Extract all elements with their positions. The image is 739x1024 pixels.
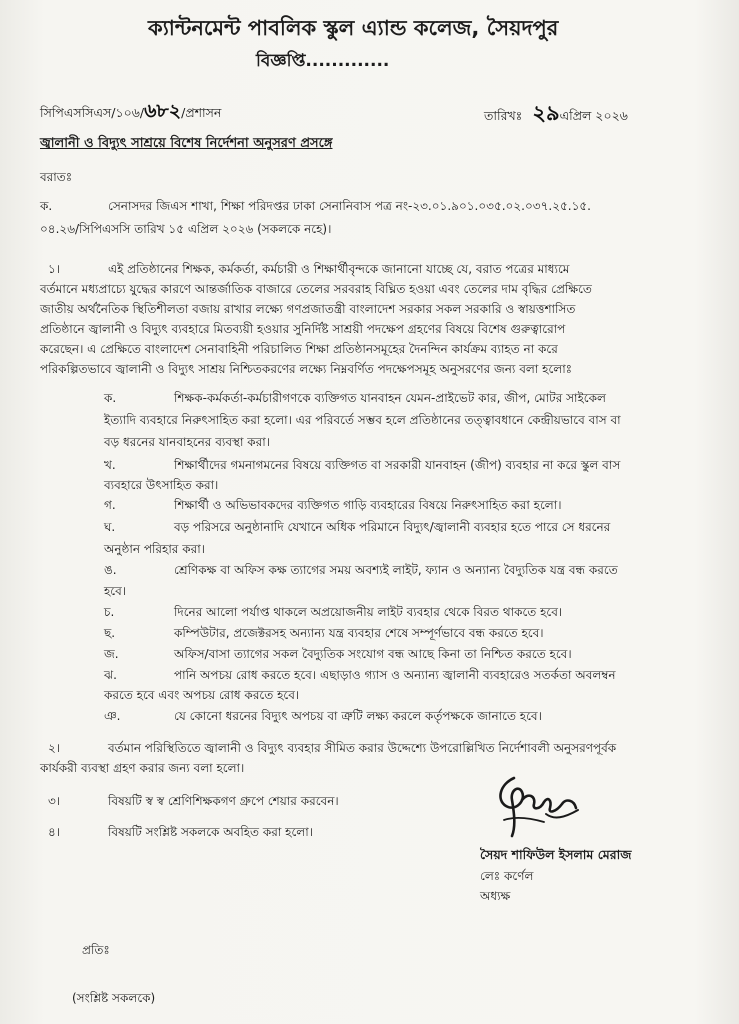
- reference-item-label: ক.: [40, 199, 53, 213]
- item-label: খ.: [104, 458, 116, 472]
- item-line: অনুষ্ঠান পরিহার করা।: [104, 542, 205, 556]
- subject-line: জ্বালানী ও বিদ্যুৎ সাশ্রয়ে বিশেষ নির্দেশনা অনুসরণ প্রসঙ্গে: [40, 136, 333, 151]
- item-label: জ.: [104, 647, 119, 661]
- notice-title: বিজ্ঞপ্তি.............: [256, 51, 390, 71]
- para2-line: বর্তমান পরিস্থিতিতে জ্বালানী ও বিদ্যুৎ ব্যবহার সীমিত করার উদ্দেশ্যে উপরোল্লিখিত নির্দেশাবলী অনুসরণপূর্বক: [108, 741, 617, 755]
- date-label: তারিখঃ: [484, 108, 523, 123]
- memo-suffix: /প্রশাসন: [181, 105, 222, 120]
- item-line: শিক্ষার্থীদের গমনাগমনের বিষয়ে ব্যক্তিগত বা সরকারী যানবাহন (জীপ) ব্যবহার না করে স্কুল বাস: [174, 458, 621, 472]
- signatory-name: সৈয়দ শাফিউল ইসলাম মেরাজ: [480, 847, 632, 862]
- item-label: ঞ.: [104, 709, 121, 723]
- para4-number: ৪।: [48, 825, 61, 839]
- reference-label: বরাতঃ: [40, 170, 73, 184]
- item-label: ঙ.: [104, 563, 117, 577]
- item-line: শিক্ষক-কর্মকর্তা-কর্মচারীগণকে ব্যক্তিগত যানবাহন যেমন-প্রাইভেট কার, জীপ, মোটর সাইকেল: [174, 391, 606, 405]
- distribution-label: প্রতিঃ: [82, 943, 110, 957]
- item-line: বড় পরিসরে অনুষ্ঠানাদি যেখানে অধিক পরিমানে বিদ্যুৎ/জ্বালানী ব্যবহার হতে পারে সে ধরনের: [174, 520, 611, 534]
- para1-line: প্রতিষ্ঠানে জ্বালানী ও বিদ্যুৎ ব্যবহারে মিতব্যয়ী হওয়ার সুনির্দিষ্ট সাশ্রয়ী পদক্ষেপ গ্রহণের বিষয়ে বিশেষ গুরুত্বারোপ: [40, 322, 566, 336]
- para2-line: কার্যকরী ব্যবস্থা গ্রহণ করার জন্য বলা হলো।: [40, 761, 245, 775]
- para1-line: পরিকল্পিতভাবে জ্বালানী ও বিদ্যুৎ সাশ্রয় নিশ্চিতকরণের লক্ষ্যে নিম্নবর্ণিত পদক্ষেপসমূহ অনুসরণের জন্য বলা হলোঃ: [40, 362, 573, 376]
- para3-text: বিষয়টি স্ব স্ব শ্রেণিশিক্ষকগণ গ্রুপে শেয়ার করবেন।: [108, 794, 339, 808]
- institution-name: ক্যান্টনমেন্ট পাবলিক স্কুল এ্যান্ড কলেজ, সৈয়দপুর: [148, 16, 559, 40]
- para1-line: করেছেন। এ প্রেক্ষিতে বাংলাদেশ সেনাবাহিনী পরিচালিত শিক্ষা প্রতিষ্ঠানসমূহের দৈনন্দিন কার্যক্রম ব্যাহত না করে: [40, 342, 558, 356]
- item-line: শ্রেণিকক্ষ বা অফিস কক্ষ ত্যাগের সময় অবশ্যই লাইট, ফ্যান ও অন্যান্য বৈদ্যুতিক যন্ত্র বন্ধ করতে: [174, 563, 618, 577]
- item-line: হবে।: [104, 584, 127, 598]
- item-line: করতে হবে এবং অপচয় রোধ করতে হবে।: [104, 688, 300, 702]
- item-line: দিনের আলো পর্যাপ্ত থাকলে অপ্রয়োজনীয় লাইট ব্যবহার থেকে বিরত থাকতে হবে।: [174, 605, 563, 619]
- para3-number: ৩।: [48, 794, 61, 808]
- item-line: যে কোনো ধরনের বিদ্যুৎ অপচয় বা ত্রুটি লক্ষ্য করলে কর্তৃপক্ষকে জানাতে হবে।: [174, 709, 542, 723]
- item-line: ব্যবহারে উৎসাহিত করা।: [104, 478, 219, 492]
- date-handwritten: ২৯: [532, 100, 560, 125]
- signature-mark: [486, 770, 596, 842]
- para2-number: ২।: [48, 741, 61, 755]
- para1-line: বর্তমানে মধ্যপ্রাচ্যে যুদ্ধের কারণে আন্তর্জাতিক বাজারে তেলের সরবরাহ বিঘ্নিত হওয়া এবং তেলের দাম বৃদ্ধির প্রেক্ষিতে: [40, 282, 592, 296]
- item-line: ইত্যাদি ব্যবহারে নিরুৎসাহিত করা হলো। এর পরিবর্তে সম্ভব হলে প্রতিষ্ঠানের তত্ত্বাবধানে কেন্দ্রীয়ভাবে বাস বা: [104, 413, 621, 427]
- item-line: শিক্ষার্থী ও অভিভাবকদের ব্যক্তিগত গাড়ি ব্যবহারের বিষয়ে নিরুৎসাহিত করা হলো।: [174, 498, 562, 512]
- memo-prefix: সিপিএসসিএস/১০৬/: [40, 105, 145, 120]
- memo-number: [40, 97, 221, 129]
- memo-handwritten: ৬৮২: [144, 100, 182, 122]
- para4-text: বিষয়টি সংশ্লিষ্ট সকলকে অবহিত করা হলো।: [108, 825, 314, 839]
- para1-number: ১।: [48, 262, 61, 276]
- para1-line: জাতীয় অর্থনৈতিক স্থিতিশীলতা বজায় রাখার লক্ষ্যে গণপ্রজাতন্ত্রী বাংলাদেশ সরকার সকল সরকারি ও স্বায়ত্তশাসিত: [40, 302, 576, 316]
- distribution-recipients: (সংশ্লিষ্ট সকলকে): [72, 991, 156, 1005]
- reference-line-2: ০৪.২৬/সিপিএসসি তারিখ ১৫ এপ্রিল ২০২৬ (সকলকে নহে)।: [40, 222, 332, 236]
- item-line: পানি অপচয় রোধ করতে হবে। এছাড়াও গ্যাস ও অন্যান্য জ্বালানী ব্যবহারেও সতর্কতা অবলম্বন: [174, 668, 616, 682]
- memo-date: [484, 97, 628, 132]
- item-label: ঘ.: [104, 520, 116, 534]
- item-line: অফিস/বাসা ত্যাগের সকল বৈদ্যুতিক সংযোগ বন্ধ আছে কিনা তা নিশ্চিত করতে হবে।: [174, 647, 572, 661]
- item-label: গ.: [104, 498, 116, 512]
- item-line: কম্পিউটার, প্রজেক্টরসহ অন্যান্য যন্ত্র ব্যবহার শেষে সম্পূর্ণভাবে বন্ধ করতে হবে।: [174, 626, 544, 640]
- item-label: ছ.: [104, 626, 116, 640]
- item-label: ক.: [104, 391, 117, 405]
- para1-line: এই প্রতিষ্ঠানের শিক্ষক, কর্মকর্তা, কর্মচারী ও শিক্ষার্থীবৃন্দকে জানানো যাচ্ছে যে, বরাত পত্রের মাধ্যমে: [108, 262, 570, 276]
- reference-line-1: সেনাসদর জিএস শাখা, শিক্ষা পরিদপ্তর ঢাকা সেনানিবাস পত্র নং-২৩.০১.৯০১.০৩৫.০২.০৩৭.২৫.১৫.: [108, 199, 591, 213]
- date-suffix: এপ্রিল ২০২৬: [559, 108, 628, 123]
- item-label: ঝ.: [104, 668, 117, 682]
- item-label: চ.: [104, 605, 115, 619]
- signatory-designation: অধ্যক্ষ: [480, 889, 511, 903]
- item-line: বড় ধরনের যানবাহনের ব্যবস্থা করা।: [104, 435, 271, 449]
- signatory-rank: লেঃ কর্ণেল: [480, 869, 534, 883]
